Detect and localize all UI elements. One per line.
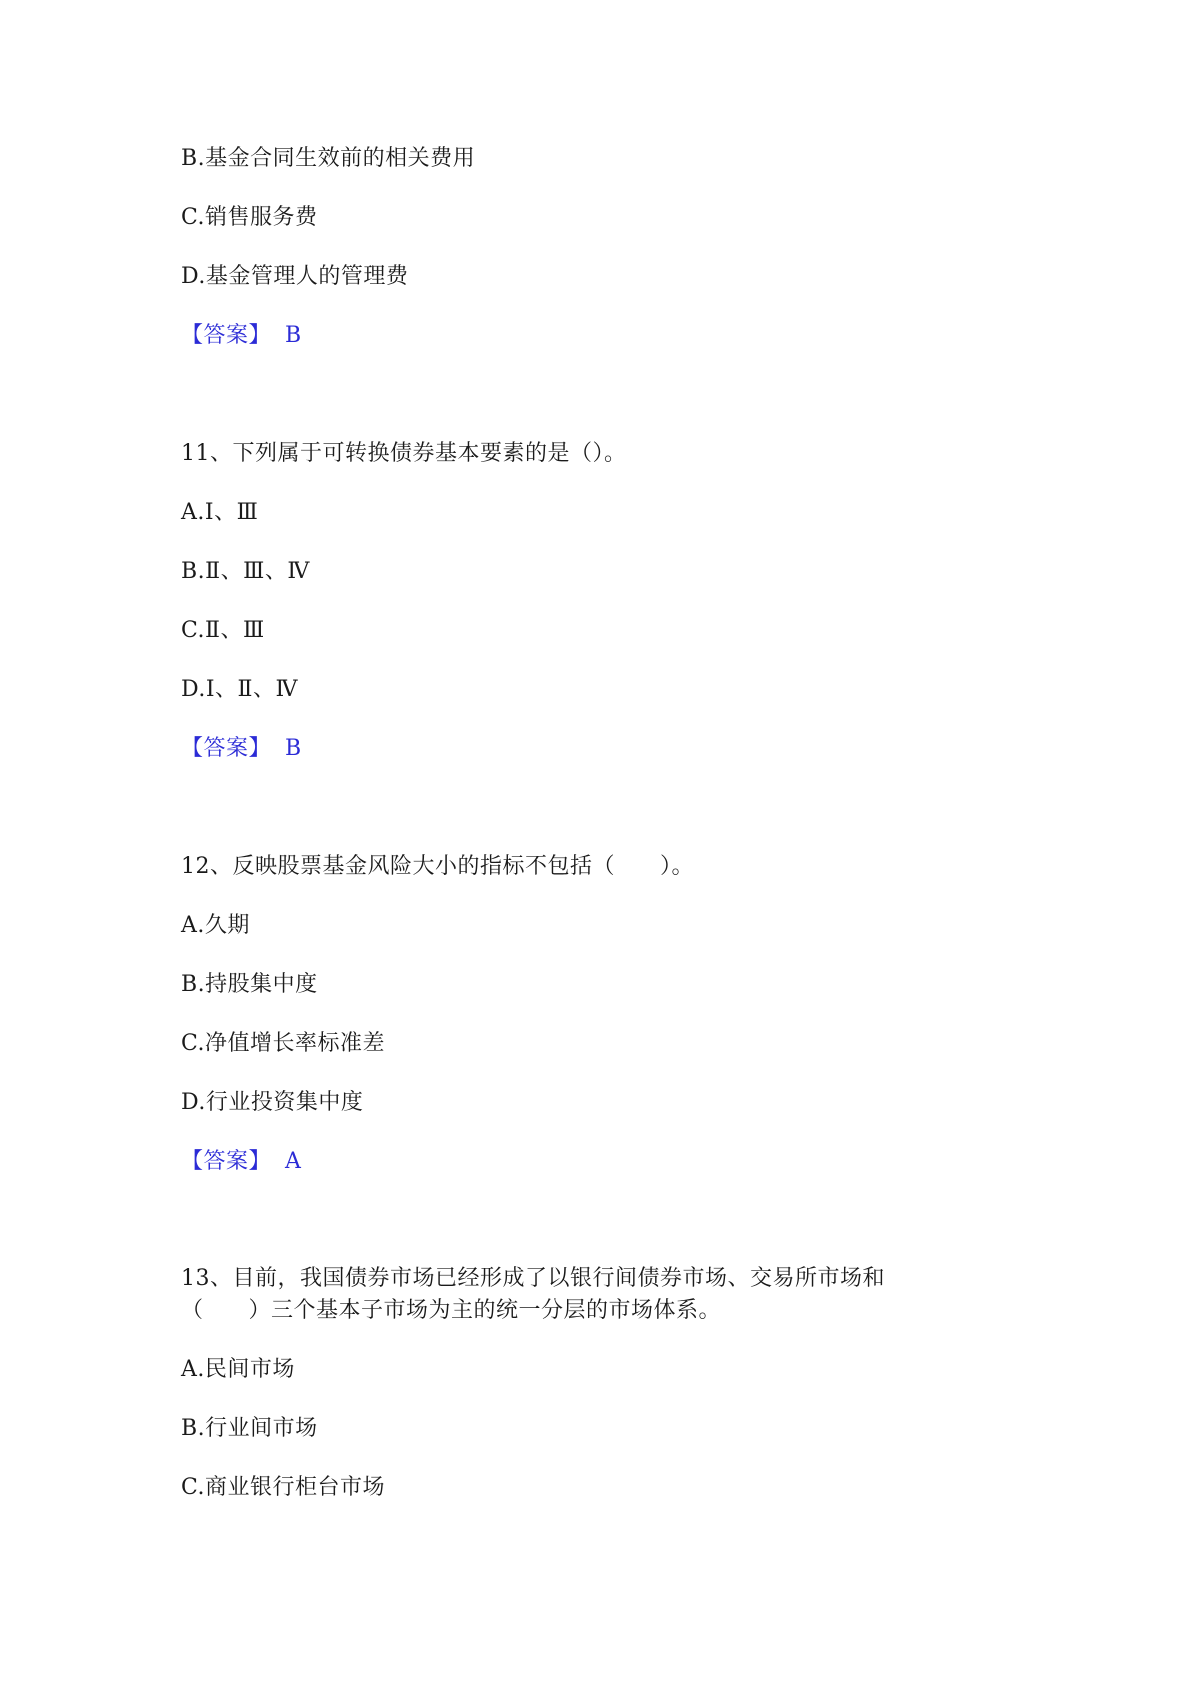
q13-question-line-1: 13、目前，我国债券市场已经形成了以银行间债券市场、交易所市场和 xyxy=(181,1266,885,1291)
q12-answer-label: 【答案】 xyxy=(181,1149,272,1174)
q10-answer-value: B xyxy=(285,323,302,348)
q11-option-b: B.Ⅱ、Ⅲ、Ⅳ xyxy=(181,559,310,584)
q11-option-a: A.Ⅰ、Ⅲ xyxy=(181,500,259,525)
q11-option-d: D.Ⅰ、Ⅱ、Ⅳ xyxy=(181,677,298,702)
q11-answer-value: B xyxy=(285,736,302,761)
q10-answer xyxy=(181,321,302,351)
q12-option-d: D.行业投资集中度 xyxy=(181,1090,364,1115)
q10-option-b: B.基金合同生效前的相关费用 xyxy=(181,146,476,171)
q12-answer-value: A xyxy=(285,1149,302,1174)
q12-question: 12、反映股票基金风险大小的指标不包括（ ）。 xyxy=(181,854,694,879)
q12-option-a: A.久期 xyxy=(181,913,250,938)
q11-answer xyxy=(181,734,302,764)
q12-answer xyxy=(181,1147,301,1177)
q13-question-line-2: （ ）三个基本子市场为主的统一分层的市场体系。 xyxy=(181,1298,722,1323)
q13-option-c: C.商业银行柜台市场 xyxy=(181,1475,386,1500)
q11-question: 11、下列属于可转换债券基本要素的是（）。 xyxy=(181,441,627,466)
q11-answer-label: 【答案】 xyxy=(181,736,272,761)
q10-option-d: D.基金管理人的管理费 xyxy=(181,264,409,289)
q13-option-b: B.行业间市场 xyxy=(181,1416,318,1441)
q12-option-b: B.持股集中度 xyxy=(181,972,318,997)
q10-option-c: C.销售服务费 xyxy=(181,205,318,230)
q11-option-c: C.Ⅱ、Ⅲ xyxy=(181,618,265,643)
q13-option-a: A.民间市场 xyxy=(181,1357,295,1382)
q12-option-c: C.净值增长率标准差 xyxy=(181,1031,386,1056)
q10-answer-label: 【答案】 xyxy=(181,323,272,348)
